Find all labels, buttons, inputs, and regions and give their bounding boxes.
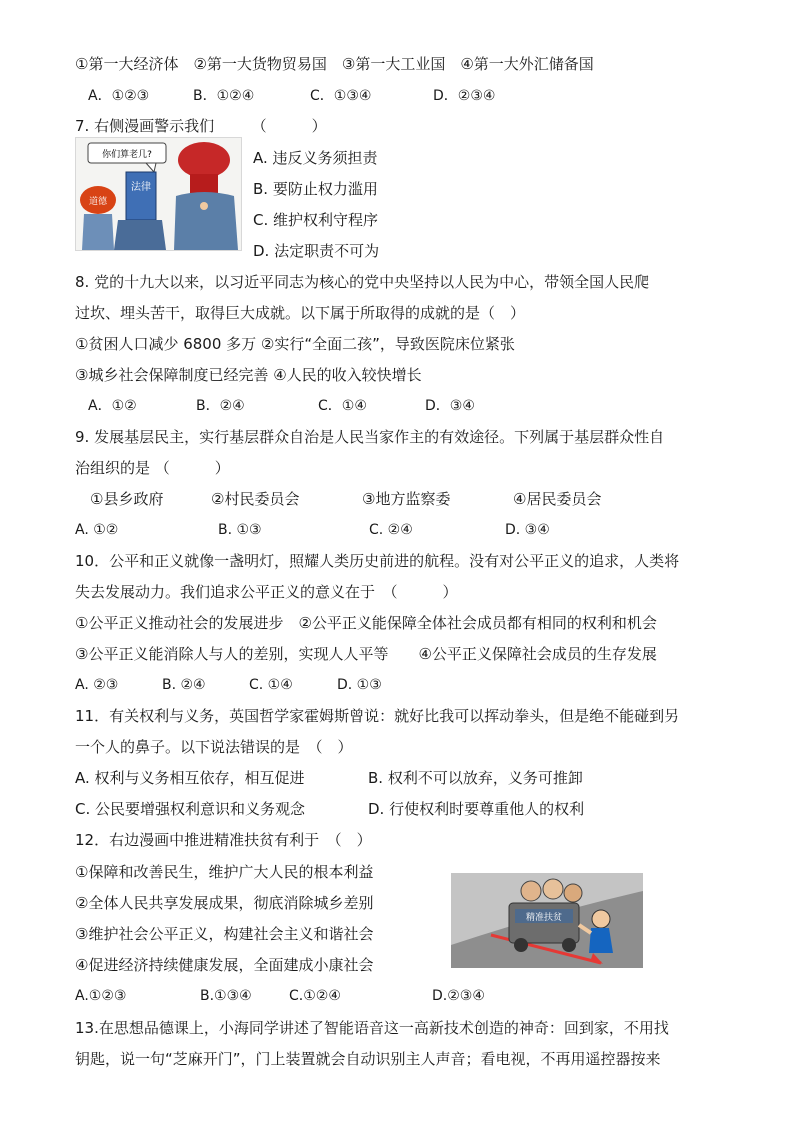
q12-option-d: D.②③④ [432, 988, 485, 1004]
q11-option-a: A. 权利与义务相互依存，相互促进 [75, 769, 305, 787]
morality-label: 道德 [88, 197, 108, 207]
q12-item-1: ①保障和改善民生，维护广大人民的根本利益 [75, 863, 374, 881]
pusher-figure [592, 910, 610, 928]
q6-option-d: D．②③④ [433, 88, 496, 104]
q6-option-a: A．①②③ [88, 88, 150, 104]
q9-item-4: ④居民委员会 [513, 490, 602, 508]
q9-stem-line2: 治组织的是 （ ） [75, 459, 230, 477]
q11-stem-line2: 一个人的鼻子。以下说法错误的是 （ ） [75, 738, 353, 756]
q10-items-line2: ③公平正义能消除人与人的差别，实现人人平等 ④公平正义保障社会成员的生存发展 [75, 645, 657, 663]
q7-stem: 7. 右侧漫画警示我们 （ ） [75, 117, 327, 135]
q10-option-a: A. ②③ [75, 677, 119, 693]
q10-items-line1: ①公平正义推动社会的发展进步 ②公平正义能保障全体社会成员都有相同的权利和机会 [75, 614, 657, 632]
q7-option-c: C. 维护权利守程序 [253, 211, 379, 229]
q10-option-d: D. ①③ [337, 677, 382, 693]
poverty-alleviation-cartoon [451, 873, 643, 968]
q7-option-d: D. 法定职责不可为 [253, 242, 380, 260]
q6-items: ①第一大经济体 ②第一大货物贸易国 ③第一大工业国 ④第一大外汇储备国 [75, 55, 594, 73]
q11-option-b: B. 权利不可以放弃，义务可推卸 [368, 769, 583, 787]
q10-option-c: C. ①④ [249, 677, 293, 693]
q6-option-b: B．①②④ [193, 88, 255, 104]
q10-stem-line1: 10．公平和正义就像一盏明灯，照耀人类历史前进的航程。没有对公平正义的追求，人类将 [75, 552, 680, 570]
q12-item-3: ③维护社会公平正义，构建社会主义和谐社会 [75, 925, 374, 943]
q7-option-b: B. 要防止权力滥用 [253, 180, 378, 198]
law-book [126, 172, 156, 220]
q9-option-d: D. ③④ [505, 522, 550, 538]
q9-stem-line1: 9. 发展基层民主，实行基层群众自治是人民当家作主的有效途径。下列属于基层群众性自 [75, 428, 665, 446]
q6-option-c: C．①③④ [310, 88, 372, 104]
q10-option-b: B. ②④ [162, 677, 206, 693]
q12-item-2: ②全体人民共享发展成果，彻底消除城乡差别 [75, 894, 374, 912]
q13-stem-line1: 13.在思想品德课上，小海同学讲述了智能语音这一高新技术创造的神奇：回到家，不用找 [75, 1019, 669, 1037]
q8-items-line1: ①贫困人口减少 6800 多万 ②实行“全面二孩”，导致医院床位紧张 [75, 335, 515, 353]
q8-stem-line1: 8. 党的十九大以来，以习近平同志为核心的党中央坚持以人民为中心，带领全国人民爬 [75, 273, 650, 291]
q8-items-line2: ③城乡社会保障制度已经完善 ④人民的收入较快增长 [75, 366, 422, 384]
q9-option-c: C. ②④ [369, 522, 413, 538]
speech-bubble: 你们算老几? [102, 150, 152, 160]
q8-option-c: C．①④ [318, 398, 367, 414]
cartoon-drawing [76, 138, 241, 250]
q9-option-a: A. ①② [75, 522, 119, 538]
q8-option-a: A．①② [88, 398, 137, 414]
law-vs-power-cartoon [75, 137, 242, 251]
law-book-label: 法律 [131, 182, 151, 193]
red-stamp-head [178, 142, 230, 178]
q11-stem-line1: 11．有关权利与义务，英国哲学家霍姆斯曾说：就好比我可以挥动拳头，但是绝不能碰到另 [75, 707, 680, 725]
q9-option-b: B. ①③ [218, 522, 262, 538]
q12-option-c: C.①②④ [289, 988, 341, 1004]
q12-option-b: B.①③④ [200, 988, 252, 1004]
cart-label: 精准扶贫 [525, 913, 563, 923]
q12-item-4: ④促进经济持续健康发展，全面建成小康社会 [75, 956, 374, 974]
q10-stem-line2: 失去发展动力。我们追求公平正义的意义在于 （ ） [75, 583, 458, 601]
q11-option-c: C. 公民要增强权利意识和义务观念 [75, 800, 306, 818]
q9-item-3: ③地方监察委 [362, 490, 451, 508]
q12-option-a: A.①②③ [75, 988, 127, 1004]
q9-item-1: ①县乡政府 [90, 490, 164, 508]
q8-option-b: B．②④ [196, 398, 245, 414]
q13-stem-line2: 钥匙，说一句“芝麻开门”，门上装置就会自动识别主人声音；看电视，不再用遥控器按来 [75, 1050, 661, 1068]
q11-option-d: D. 行使权利时要尊重他人的权利 [368, 800, 585, 818]
official-figure [174, 192, 238, 250]
q8-stem-line2: 过坎、埋头苦干，取得巨大成就。以下属于所取得的成就的是（ ） [75, 304, 526, 322]
q12-stem: 12．右边漫画中推进精准扶贫有利于 （ ） [75, 831, 372, 849]
q8-option-d: D．③④ [425, 398, 475, 414]
q9-item-2: ②村民委员会 [211, 490, 300, 508]
q7-option-a: A. 违反义务须担责 [253, 149, 378, 167]
cartoon-drawing-2 [451, 873, 643, 968]
